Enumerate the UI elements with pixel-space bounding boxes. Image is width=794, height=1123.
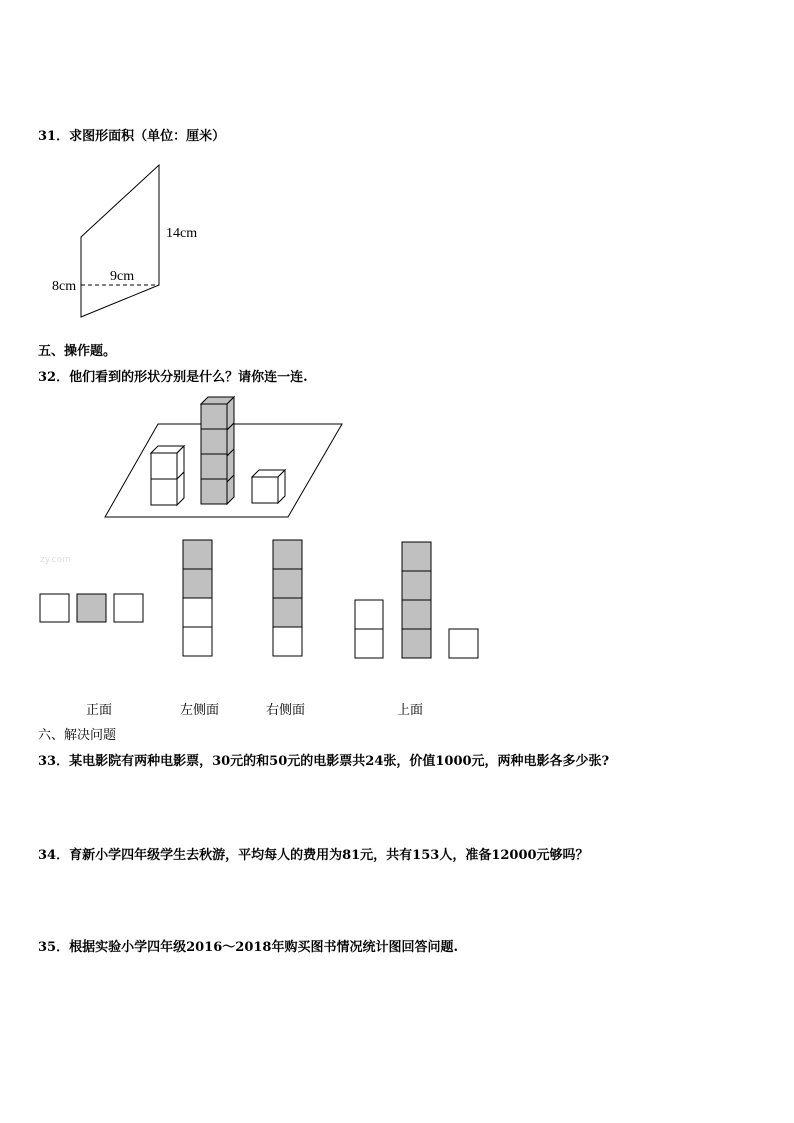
watermark: zy.com xyxy=(40,555,71,565)
trapezoid-figure xyxy=(40,155,220,325)
view-option-1 xyxy=(40,594,143,622)
view-option-3 xyxy=(273,540,302,656)
section-5-heading: 五、操作题。 xyxy=(38,344,117,359)
question-33: 33．某电影院有两种电影票，30元的和50元的电影票共24张，价值1000元，两种电影各多少张? xyxy=(38,754,610,769)
section-6-heading: 六、解决问题 xyxy=(38,728,117,743)
question-34: 34．育新小学四年级学生去秋游，平均每人的费用为81元，共有153人，准备12000元够吗？ xyxy=(38,848,589,863)
question-31: 31．求图形面积（单位：厘米） xyxy=(38,129,226,144)
label-left-side: 8cm xyxy=(52,279,77,294)
label-top-view: 上面 xyxy=(397,703,424,718)
middle-cube-stack xyxy=(201,397,234,504)
label-right-side: 14cm xyxy=(166,226,198,241)
question-32: 32．他们看到的形状分别是什么？请你连一连. xyxy=(38,370,308,385)
view-option-2 xyxy=(183,540,212,656)
left-cube-stack xyxy=(151,446,184,505)
label-front-view: 正面 xyxy=(86,703,113,718)
label-base: 9cm xyxy=(110,269,135,284)
right-single-cube xyxy=(252,470,285,503)
view-option-4 xyxy=(355,542,478,658)
cube-arrangement-figure xyxy=(100,392,350,522)
view-options-figure xyxy=(38,538,498,663)
label-right-view: 右侧面 xyxy=(266,703,306,718)
question-35: 35．根据实验小学四年级2016～2018年购买图书情况统计图回答问题. xyxy=(38,940,458,955)
trapezoid-shape xyxy=(81,165,159,317)
label-left-view: 左侧面 xyxy=(180,703,220,718)
